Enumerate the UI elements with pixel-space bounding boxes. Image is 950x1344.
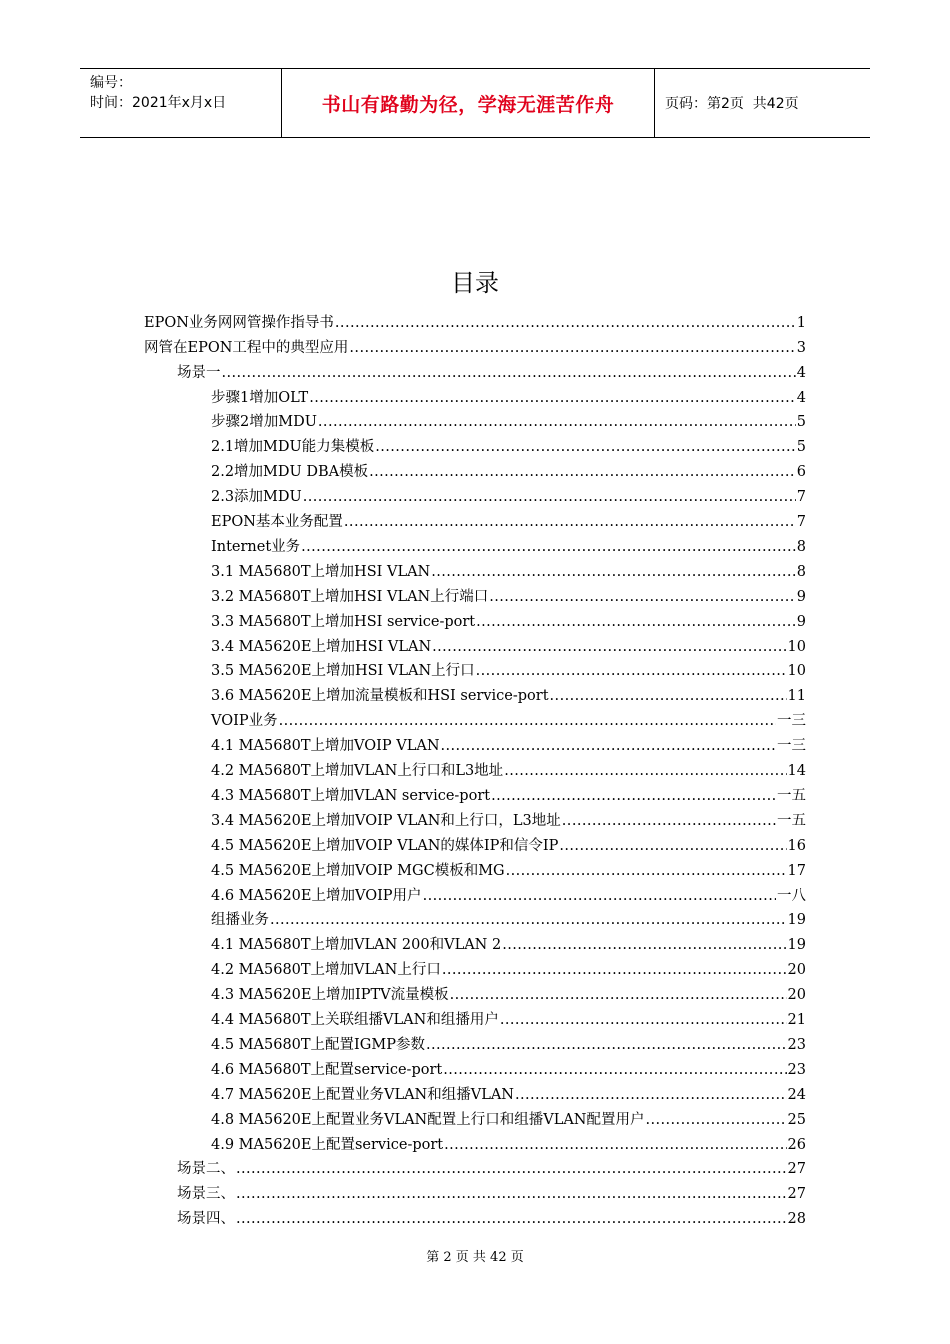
toc-entry-text: 4.6 MA5680T上配置service-port	[211, 1061, 443, 1078]
toc-entry-text: 组播业务	[211, 912, 269, 929]
toc-entry-text: 步骤1增加OLT	[211, 389, 309, 406]
toc-entry-leader	[515, 1085, 787, 1105]
toc-entry-leader	[432, 637, 786, 657]
toc-entry-page: 23	[787, 1036, 806, 1053]
toc-entry-leader	[335, 313, 796, 333]
toc-entry-page: 4	[796, 389, 806, 406]
toc-entry-page: 7	[796, 514, 806, 531]
toc-entry-page: 20	[787, 987, 806, 1004]
toc-entry-leader	[491, 786, 776, 806]
toc-entry-text: 网管在EPON工程中的典型应用	[144, 339, 349, 356]
toc-entry-leader	[301, 537, 796, 557]
toc-entry-leader	[423, 886, 776, 906]
toc-entry-text: 场景二、	[177, 1161, 235, 1178]
toc-entry-text: 4.7 MA5620E上配置业务VLAN和组播VLAN	[211, 1086, 514, 1103]
toc-entry[interactable]	[211, 557, 806, 582]
toc-entry[interactable]	[211, 1105, 806, 1130]
toc-entry-text: 4.2 MA5680T上增加VLAN上行口和L3地址	[211, 763, 504, 780]
toc-entry-page: 一五	[777, 787, 806, 804]
toc-entry-leader	[279, 711, 776, 731]
toc-entry[interactable]	[211, 1055, 806, 1080]
toc-entry-page: 20	[787, 962, 806, 979]
toc-entry-page: 19	[787, 912, 806, 929]
toc-entry-text: 3.5 MA5620E上增加HSI VLAN上行口	[211, 663, 475, 680]
toc-entry[interactable]	[211, 756, 806, 781]
toc-entry-text: 4.1 MA5680T上增加VLAN 200和VLAN 2	[211, 937, 502, 954]
toc-entry-page: 23	[787, 1061, 806, 1078]
toc-entry-page: 一五	[777, 812, 806, 829]
toc-entry-page: 一三	[777, 713, 806, 730]
toc-entry-leader	[506, 861, 787, 881]
toc-entry[interactable]	[211, 482, 806, 507]
toc-entry[interactable]	[211, 1030, 806, 1055]
toc-entry-text: 场景四、	[177, 1211, 235, 1228]
toc-entry[interactable]	[211, 682, 806, 707]
toc-entry-page: 9	[796, 613, 806, 630]
toc-entry[interactable]	[211, 632, 806, 657]
toc-entry-leader	[450, 985, 787, 1005]
toc-entry[interactable]	[211, 607, 806, 632]
toc-entry-leader	[236, 1184, 787, 1204]
toc-entry-text: 2.3添加MDU	[211, 489, 302, 506]
toc-entry[interactable]	[211, 433, 806, 458]
toc-entry-text: 2.2增加MDU DBA模板	[211, 464, 369, 481]
toc-entry-page: 14	[787, 763, 806, 780]
toc-entry[interactable]	[211, 781, 806, 806]
toc-entry-text: 4.3 MA5680T上增加VLAN service-port	[211, 787, 491, 804]
toc-entry-page: 21	[787, 1012, 806, 1029]
toc-entry[interactable]	[211, 657, 806, 682]
toc-entry-text: VOIP业务	[211, 713, 278, 730]
toc-entry-text: 4.1 MA5680T上增加VOIP VLAN	[211, 738, 440, 755]
toc-entry-text: 4.8 MA5620E上配置业务VLAN配置上行口和组播VLAN配置用户	[211, 1111, 645, 1128]
toc-entry-leader	[646, 1110, 787, 1130]
toc-entry-page: 8	[796, 538, 806, 555]
toc-entry-page: 28	[787, 1211, 806, 1228]
toc-entry-text: 4.3 MA5620E上增加IPTV流量模板	[211, 987, 449, 1004]
toc-entry-text: 4.4 MA5680T上关联组播VLAN和组播用户	[211, 1012, 499, 1029]
toc-entry[interactable]	[211, 706, 806, 731]
toc-entry[interactable]	[211, 1005, 806, 1030]
toc-entry-leader	[559, 836, 786, 856]
toc-entry-page: 19	[787, 937, 806, 954]
toc-entry-text: 3.1 MA5680T上增加HSI VLAN	[211, 563, 431, 580]
toc-entry-text: 场景一	[177, 364, 221, 381]
toc-entry[interactable]	[211, 383, 806, 408]
toc-entry[interactable]	[211, 582, 806, 607]
toc-entry-page: 6	[796, 464, 806, 481]
toc-entry[interactable]	[144, 333, 806, 358]
toc-entry[interactable]	[211, 731, 806, 756]
toc-entry-leader	[222, 363, 796, 383]
toc-entry-leader	[443, 1060, 786, 1080]
toc-entry-page: 24	[787, 1086, 806, 1103]
toc-entry-page: 11	[787, 688, 806, 705]
toc-entry-page: 9	[796, 588, 806, 605]
toc-entry-leader	[502, 935, 786, 955]
page-header	[80, 68, 870, 138]
toc-entry-page: 25	[787, 1111, 806, 1128]
toc-entry-leader	[504, 761, 786, 781]
toc-entry-page: 4	[796, 364, 806, 381]
toc-entry[interactable]	[144, 308, 806, 333]
toc-entry-text: 4.5 MA5620E上增加VOIP VLAN的媒体IP和信令IP	[211, 837, 559, 854]
toc-entry-leader	[441, 736, 776, 756]
toc-entry[interactable]	[211, 1130, 806, 1155]
toc-entry[interactable]	[211, 955, 806, 980]
toc-entry[interactable]	[211, 856, 806, 881]
toc-entry-text: 3.4 MA5620E上增加HSI VLAN	[211, 638, 432, 655]
toc-entry-text: Internet业务	[211, 538, 301, 555]
toc-entry[interactable]	[177, 1180, 806, 1205]
toc-entry-page: 8	[796, 563, 806, 580]
toc-entry-leader	[349, 338, 795, 358]
toc-entry-leader	[344, 512, 796, 532]
toc-entry-page: 5	[796, 414, 806, 431]
toc-entry-text: 4.5 MA5680T上配置IGMP参数	[211, 1036, 425, 1053]
toc-entry-leader	[442, 960, 787, 980]
toc-entry-page: 27	[787, 1186, 806, 1203]
toc-entry[interactable]	[211, 931, 806, 956]
toc-entry[interactable]	[177, 1155, 806, 1180]
toc-entry-text: 4.6 MA5620E上增加VOIP用户	[211, 887, 422, 904]
toc-entry-page: 27	[787, 1161, 806, 1178]
toc-entry-text: 3.4 MA5620E上增加VOIP VLAN和上行口，L3地址	[211, 812, 561, 829]
header-page-info: 页码：第2页 共42页	[665, 96, 799, 112]
toc-entry-text: EPON业务网网管操作指导书	[144, 314, 334, 331]
document-time-label: 时间：2021年x月x日	[90, 95, 227, 111]
toc-entry-text: 4.9 MA5620E上配置service-port	[211, 1136, 444, 1153]
toc-entry-leader	[270, 910, 787, 930]
toc-entry[interactable]	[211, 408, 806, 433]
toc-entry-page: 16	[787, 837, 806, 854]
toc-entry-text: 3.6 MA5620E上增加流量模板和HSI service-port	[211, 688, 549, 705]
toc-entry-text: 3.2 MA5680T上增加HSI VLAN上行端口	[211, 588, 489, 605]
toc-entry-leader	[550, 686, 787, 706]
toc-entry-text: 4.2 MA5680T上增加VLAN上行口	[211, 962, 441, 979]
toc-entry[interactable]	[211, 532, 806, 557]
toc-entry-text: 步骤2增加MDU	[211, 414, 317, 431]
toc-entry-leader	[369, 462, 796, 482]
header-left-cell	[80, 69, 282, 137]
toc-entry-text: 4.5 MA5620E上增加VOIP MGC模板和MG	[211, 862, 505, 879]
toc-entry-text: 场景三、	[177, 1186, 235, 1203]
toc-entry-page: 一三	[777, 738, 806, 755]
toc-entry-page: 5	[796, 439, 806, 456]
page-footer: 第 2 页 共 42 页	[426, 1250, 524, 1265]
toc-entry[interactable]	[211, 881, 806, 906]
toc-entry-leader	[476, 661, 787, 681]
toc-entry-leader	[431, 562, 796, 582]
toc-entry-leader	[562, 811, 776, 831]
toc-entry-page: 10	[787, 663, 806, 680]
toc-entry-page: 26	[787, 1136, 806, 1153]
toc-entry[interactable]	[211, 980, 806, 1005]
toc-entry-text: EPON基本业务配置	[211, 514, 343, 531]
toc-entry[interactable]	[177, 358, 806, 383]
toc-entry-leader	[489, 587, 796, 607]
header-motto: 书山有路勤为径，学海无涯苦作舟	[282, 69, 655, 137]
toc-entry-page: 7	[796, 489, 806, 506]
toc-entry-leader	[236, 1159, 787, 1179]
toc-entry[interactable]	[211, 507, 806, 532]
toc-entry-leader	[426, 1035, 787, 1055]
toc-entry-leader	[303, 487, 796, 507]
toc-entry-leader	[309, 388, 796, 408]
toc-entry-text: 2.1增加MDU能力集模板	[211, 439, 375, 456]
toc-entry-leader	[500, 1010, 787, 1030]
toc-entry[interactable]	[211, 806, 806, 831]
toc-entry-page: 10	[787, 638, 806, 655]
toc-entry-leader	[476, 612, 796, 632]
toc-entry-page: 一八	[777, 887, 806, 904]
toc-title: 目录	[451, 269, 499, 297]
toc-entry[interactable]	[177, 1204, 806, 1229]
toc-entry-leader	[375, 437, 796, 457]
toc-entry[interactable]	[211, 1080, 806, 1105]
toc-entry-leader	[318, 412, 796, 432]
toc-entry-page: 3	[796, 339, 806, 356]
toc-entry-page: 1	[796, 314, 806, 331]
document-number-label: 编号：	[90, 75, 132, 91]
toc-entry[interactable]	[211, 831, 806, 856]
toc-entry-page: 17	[787, 862, 806, 879]
toc-entry[interactable]	[211, 457, 806, 482]
toc-entry-leader	[444, 1135, 786, 1155]
toc-entry[interactable]	[211, 906, 806, 931]
toc-entry-text: 3.3 MA5680T上增加HSI service-port	[211, 613, 476, 630]
toc-entry-leader	[236, 1209, 787, 1229]
